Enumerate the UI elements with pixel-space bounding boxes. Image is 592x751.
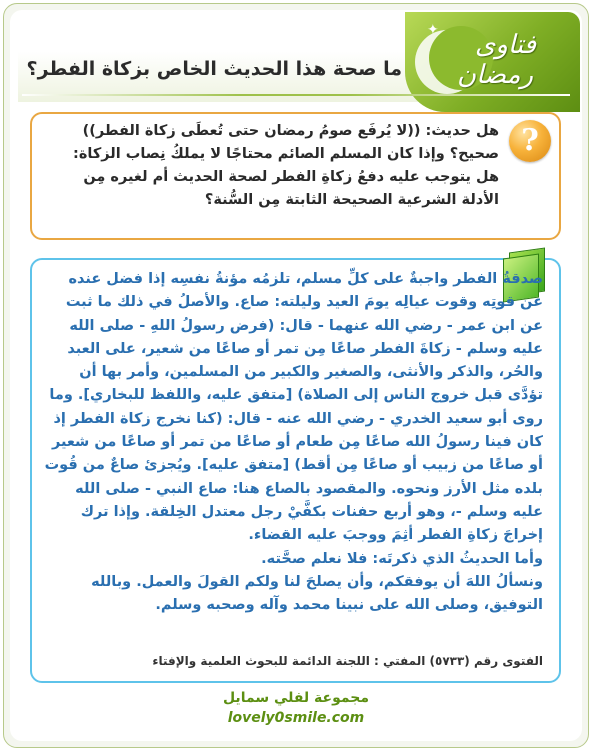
ramadan-fatwa-logo [405, 12, 580, 112]
question-icon: ? [509, 120, 551, 162]
answer-paragraph: وأما الحديثُ الذي ذكرتَه: فلا نعلم صحَّته. [261, 550, 543, 567]
logo-text-ramadan: رمضان [457, 60, 534, 90]
title-divider [22, 94, 570, 96]
question-box [30, 112, 561, 240]
answer-paragraph: ونسألُ اللهَ أن يوفقكم، وأن يصلحَ لنا ولكم القولَ والعمل. وبالله التوفيق، وصلى الله على نبينا محمد وآله وصحبه وسلم. [91, 573, 543, 614]
footer-url-link[interactable]: lovely0smile.com [227, 710, 365, 726]
fatwa-reference: الفتوى رقم (٥٧٣٣) المفتي : اللجنة الدائمة للبحوث العلمية والإفتاء [152, 654, 543, 668]
logo-text-fatawa: فتاوى [475, 30, 537, 60]
footer-site-name: مجموعة لفلي سمايل [222, 690, 370, 706]
star-icon: ✦ [427, 22, 439, 38]
answer-box [30, 258, 561, 683]
page-title: ما صحة هذا الحديث الخاص بزكاة الفطر؟ [26, 58, 402, 80]
answer-text [44, 268, 543, 617]
answer-paragraph: صدقةُ الفطر واجبةٌ على كلِّ مسلم، تلزمُه مؤنةُ نفسِه إذا فضل عنده عن قوتِه وقوت عيالِه يومَ العيد وليلته: صاع. والأصلُ في ذلك ما ثبت عن ابن عمر - رضي الله عنهما - قال: (فرض رسولُ اللهِ - صلى الله عليه وسلم - زكاةَ الفطر صاعًا مِن تمر أو صاعًا من شعير، على العبد والحُر، والذكر والأنثى، والصغير والكبير من المسلمين، وأمر بها أن تؤدَّى قبل خروج الناس إلى الصلاة) [متفق عليه، واللفظ للبخاري]. وما روى أبو سعيد الخدري - رضي الله عنه - قال: (كنا نخرج زكاة الفطر إذ كان فينا رسولُ الله صاعًا مِن طعام أو صاعًا من تمر أو صاعًا من شعير أو صاعًا من زبيب أو صاعًا مِن أقط) [متفق عليه]. ويُجزئ صاعٌ من قُوت بلده مثل الأرز ونحوه. والمقصود بالصاع هنا: صاع النبي - صلى الله عليه وسلم -، وهو أربع حفنات بكفَّيْ رجل معتدل الخِلقة. وإذا ترك إخراجَ زكاةِ الفطر أثِمَ ووجبَ عليه القضاء. [44, 271, 543, 544]
question-text: هل حديث: ((لا يُرفَع صومُ رمضان حتى تُعطَى زكاة الفطر)) صحيح؟ وإذا كان المسلم الصائم محتاجًا لا يملكُ نِصاب الزكاة: هل يتوجب عليه دفعُ زكاةِ الفطر لصحة الحديث أم لغيره مِن الأدلة الشرعية الصحيحة الثابتة مِن السُّنة؟ [73, 123, 499, 208]
